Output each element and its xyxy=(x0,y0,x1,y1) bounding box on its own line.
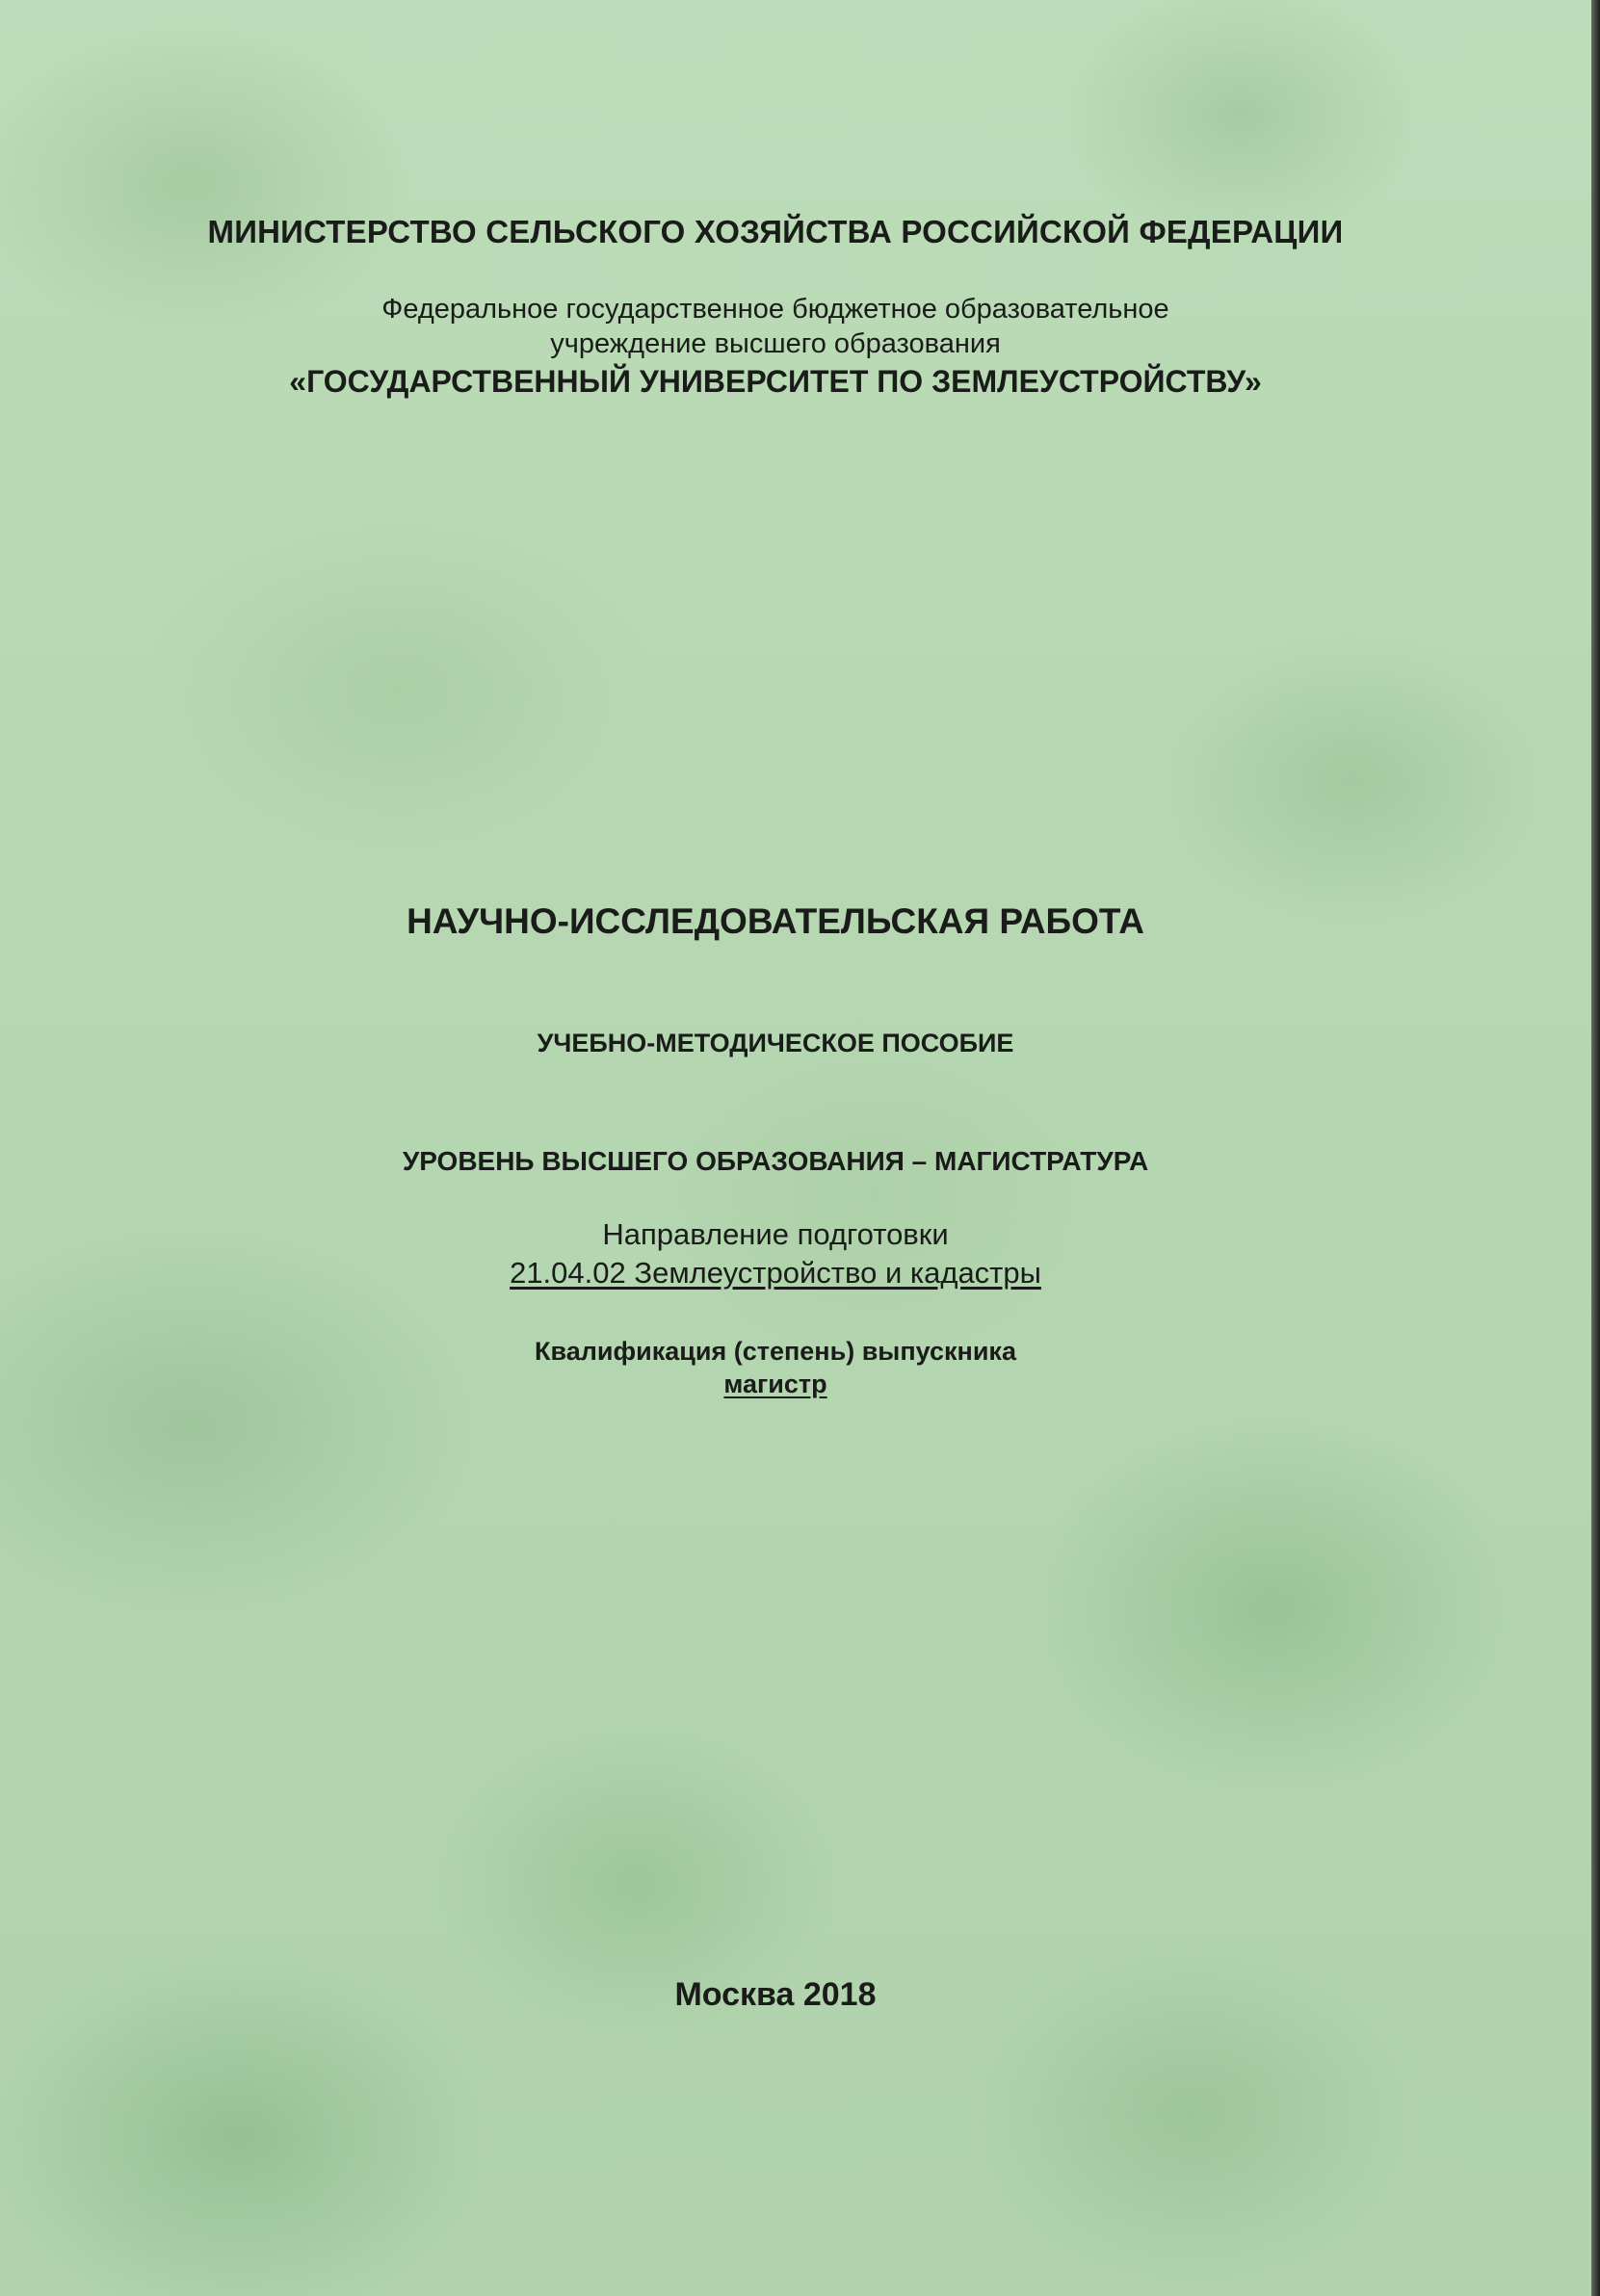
direction-value: 21.04.02 Землеустройство и кадастры xyxy=(510,1256,1041,1290)
qualification-value: магистр xyxy=(723,1370,827,1398)
book-title: НАУЧНО-ИССЛЕДОВАТЕЛЬСКАЯ РАБОТА xyxy=(407,901,1144,941)
institution-line-1: Федеральное государственное бюджетное образовательное xyxy=(381,294,1169,325)
institution-description xyxy=(0,292,1551,361)
education-level: УРОВЕНЬ ВЫСШЕГО ОБРАЗОВАНИЯ – МАГИСТРАТУРА xyxy=(402,1146,1149,1176)
university-name: «ГОСУДАРСТВЕННЫЙ УНИВЕРСИТЕТ ПО ЗЕМЛЕУСТРОЙСТВУ» xyxy=(289,364,1262,399)
book-subtitle: УЧЕБНО-МЕТОДИЧЕСКОЕ ПОСОБИЕ xyxy=(537,1029,1014,1057)
city-year: Москва 2018 xyxy=(674,1976,877,2013)
qualification-label: Квалификация (степень) выпускника xyxy=(535,1337,1016,1366)
institution-line-2: учреждение высшего образования xyxy=(550,328,1001,359)
training-direction xyxy=(0,1215,1551,1292)
graduate-qualification xyxy=(0,1335,1551,1400)
direction-label: Направление подготовки xyxy=(602,1217,949,1251)
page-edge-shadow xyxy=(1591,0,1600,2296)
ministry-heading: МИНИСТЕРСТВО СЕЛЬСКОГО ХОЗЯЙСТВА РОССИЙСКОЙ ФЕДЕРАЦИИ xyxy=(207,214,1344,249)
